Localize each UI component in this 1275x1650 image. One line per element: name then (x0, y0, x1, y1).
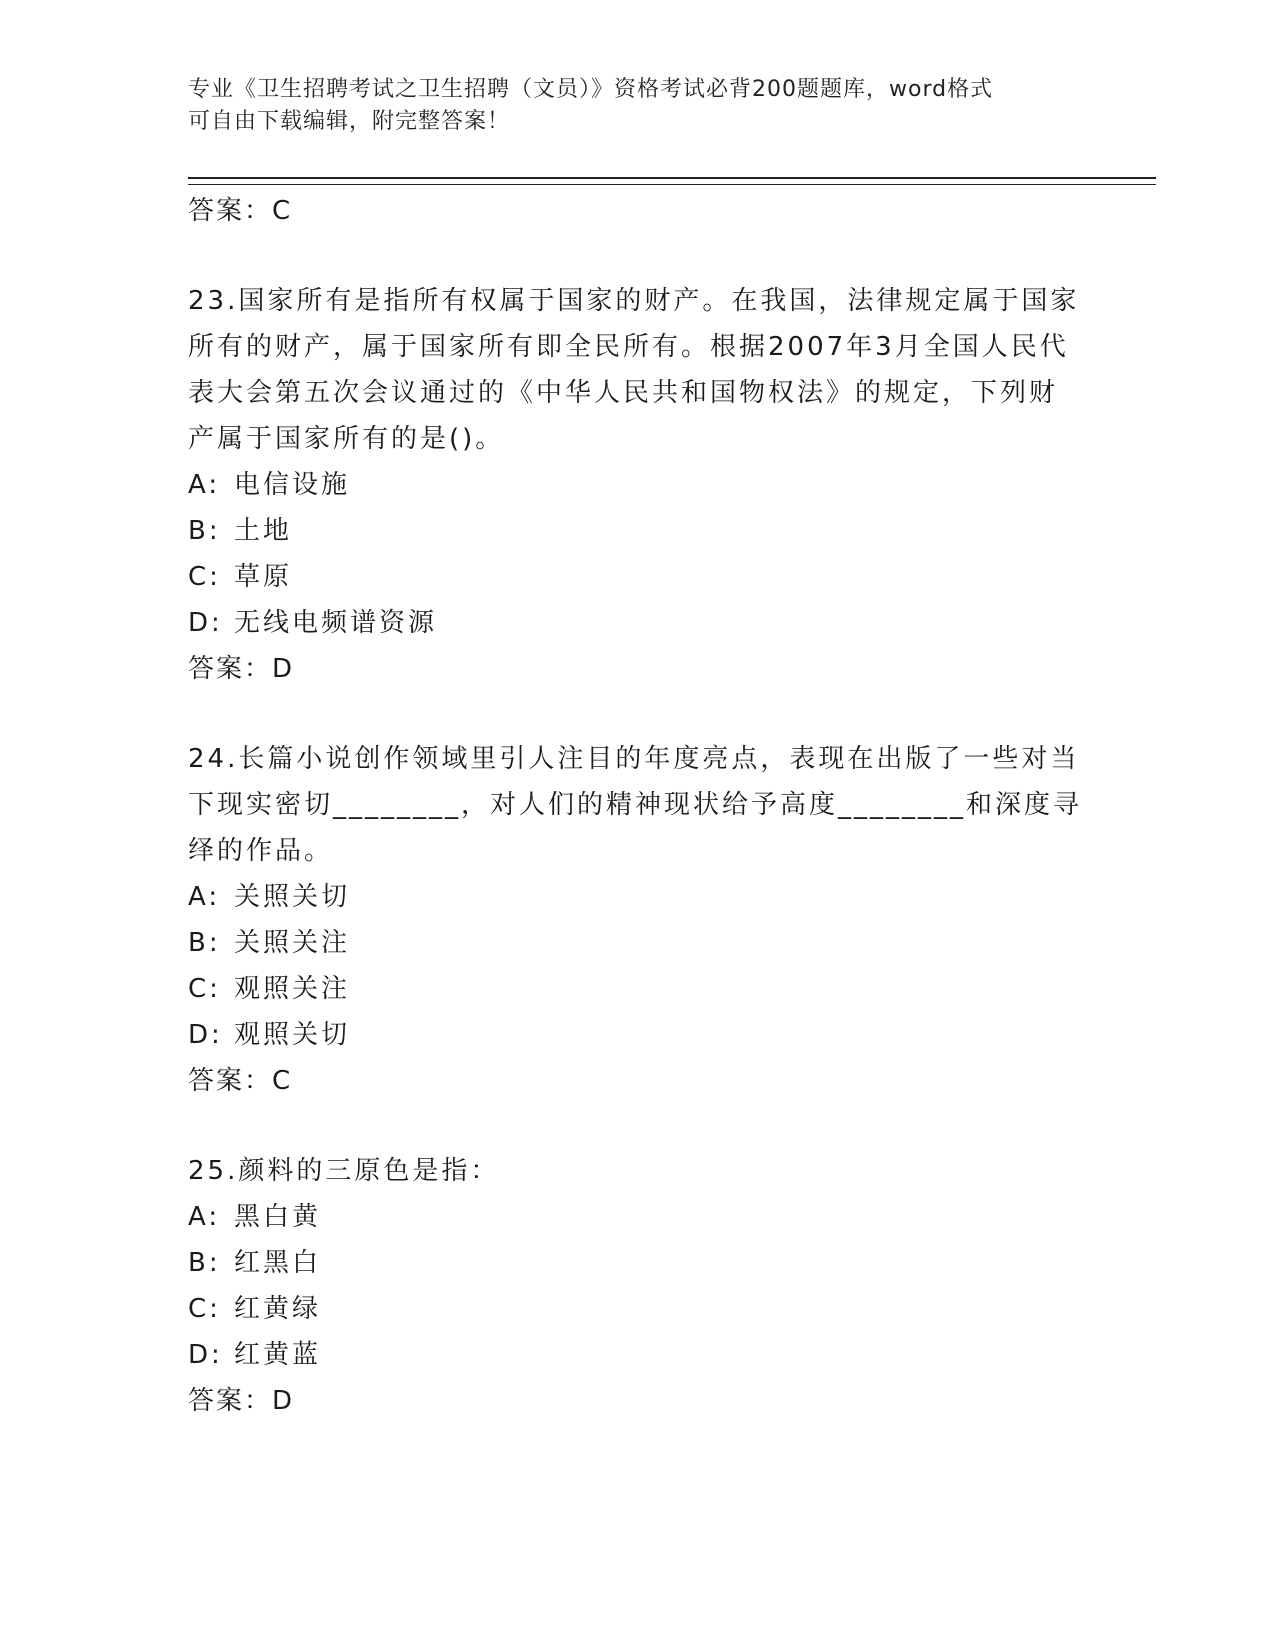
option-c (188, 554, 1088, 600)
option-text: 黑白黄 (234, 1202, 322, 1232)
option-text: 关照关注 (234, 928, 351, 958)
option-letter: C: (188, 562, 221, 592)
question-text-line: 23.国家所有是指所有权属于国家的财产。在我国，法律规定属于国家 (188, 286, 1080, 316)
option-d (188, 1332, 1088, 1378)
answer-line: 答案：D (188, 1386, 295, 1416)
option-letter: D: (188, 1340, 223, 1370)
option-b (188, 920, 1088, 966)
option-letter: B: (188, 516, 221, 546)
option-letter: A: (188, 1202, 221, 1232)
option-d (188, 1012, 1088, 1058)
question-text-line: 25.颜料的三原色是指： (188, 1156, 500, 1186)
question-text-line: 所有的财产，属于国家所有即全民所有。根据2007年3月全国人民代 (188, 332, 1069, 362)
option-text: 关照关切 (234, 882, 351, 912)
option-text: 土地 (234, 516, 293, 546)
option-letter: D: (188, 1020, 223, 1050)
option-text: 红黄绿 (234, 1294, 322, 1324)
page-header (188, 74, 1068, 138)
previous-answer: 答案：C (188, 196, 293, 226)
option-letter: A: (188, 882, 221, 912)
question-text-line: 绎的作品。 (188, 836, 334, 866)
question-text-line: 产属于国家所有的是()。 (188, 424, 505, 454)
question-23 (188, 278, 1088, 692)
option-text: 红黑白 (234, 1248, 322, 1278)
question-list (188, 188, 1088, 1424)
option-letter: B: (188, 1248, 221, 1278)
header-line-1: 专业《卫生招聘考试之卫生招聘（文员）》资格考试必背200题题库，word格式 (188, 77, 994, 102)
option-d (188, 600, 1088, 646)
option-letter: B: (188, 928, 221, 958)
option-a (188, 874, 1088, 920)
header-divider-thin (188, 184, 1156, 185)
question-text-line: 下现实密切________，对人们的精神现状给予高度________和深度寻 (188, 790, 1083, 820)
option-text: 观照关注 (234, 974, 351, 1004)
option-c (188, 966, 1088, 1012)
option-text: 红黄蓝 (234, 1340, 322, 1370)
option-text: 无线电频谱资源 (234, 608, 438, 638)
option-text: 草原 (234, 562, 293, 592)
header-line-2: 可自由下载编辑，附完整答案！ (188, 109, 511, 134)
option-b (188, 1240, 1088, 1286)
question-25 (188, 1148, 1088, 1424)
question-24 (188, 736, 1088, 1104)
option-text: 电信设施 (234, 470, 351, 500)
question-text-line: 表大会第五次会议通过的《中华人民共和国物权法》的规定，下列财 (188, 378, 1059, 408)
option-letter: D: (188, 608, 223, 638)
option-letter: A: (188, 470, 221, 500)
answer-line: 答案：C (188, 1066, 293, 1096)
question-text-line: 24.长篇小说创作领域里引人注目的年度亮点，表现在出版了一些对当 (188, 744, 1080, 774)
option-b (188, 508, 1088, 554)
option-letter: C: (188, 974, 221, 1004)
option-text: 观照关切 (234, 1020, 351, 1050)
option-c (188, 1286, 1088, 1332)
option-a (188, 462, 1088, 508)
option-letter: C: (188, 1294, 221, 1324)
option-a (188, 1194, 1088, 1240)
header-divider-thick (188, 177, 1156, 179)
answer-line: 答案：D (188, 654, 295, 684)
